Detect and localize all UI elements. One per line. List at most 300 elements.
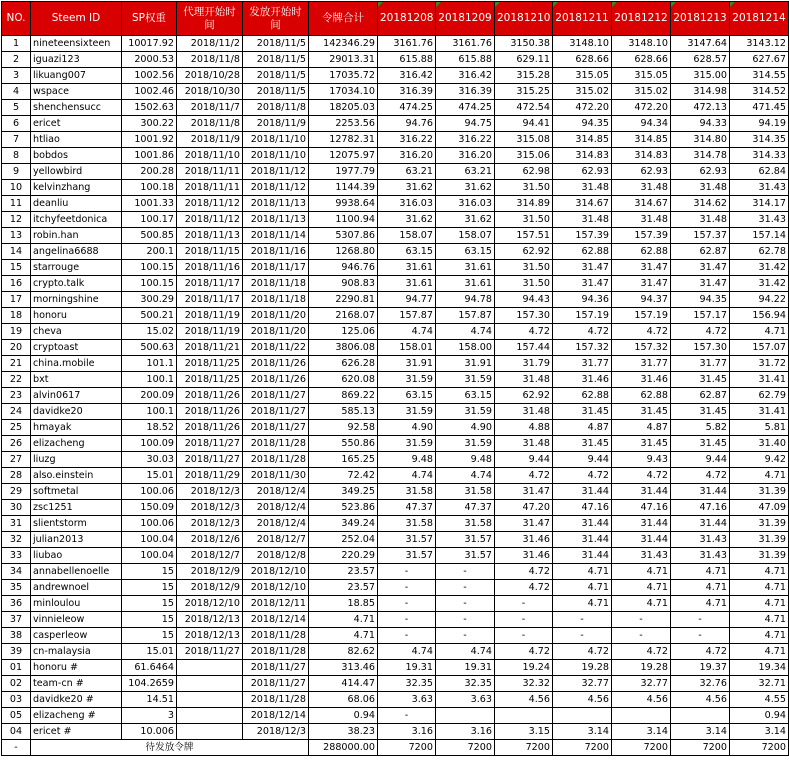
cell-day-6: 31.45 bbox=[671, 372, 730, 388]
cell-steem-id: slientstorm bbox=[31, 516, 122, 532]
cell-day-1: - bbox=[378, 708, 436, 724]
cell-day-7: 31.41 bbox=[730, 372, 789, 388]
cell-day-6: 4.71 bbox=[671, 580, 730, 596]
cell-day-1: 3.16 bbox=[378, 724, 436, 740]
cell-payout-start: 2018/12/14 bbox=[243, 612, 309, 628]
cell-row-no: 12 bbox=[2, 212, 31, 228]
cell-token-total: 0.94 bbox=[309, 708, 378, 724]
cell-day-2: 316.42 bbox=[436, 68, 495, 84]
cell-day-6: - bbox=[671, 612, 730, 628]
cell-delegate-start: 2018/10/30 bbox=[177, 84, 243, 100]
cell-day-2: 4.74 bbox=[436, 644, 495, 660]
cell-day-1: 31.59 bbox=[378, 404, 436, 420]
cell-day-2: 63.21 bbox=[436, 164, 495, 180]
cell-day-4: 31.48 bbox=[553, 212, 612, 228]
cell-row-no: 7 bbox=[2, 132, 31, 148]
cell-day-5: 4.72 bbox=[612, 324, 671, 340]
cell-delegate-start: 2018/11/2 bbox=[177, 36, 243, 52]
cell-day-1: 3.63 bbox=[378, 692, 436, 708]
cell-token-total: 313.46 bbox=[309, 660, 378, 676]
cell-delegate-start bbox=[177, 724, 243, 740]
cell-day-3: 31.79 bbox=[495, 356, 553, 372]
cell-day-6: 4.71 bbox=[671, 564, 730, 580]
cell-row-no: 2 bbox=[2, 52, 31, 68]
cell-day-2: 31.91 bbox=[436, 356, 495, 372]
cell-delegate-start bbox=[177, 708, 243, 724]
cell-day-3: 62.92 bbox=[495, 244, 553, 260]
cell-day-2: 157.87 bbox=[436, 308, 495, 324]
table-row bbox=[2, 52, 789, 68]
cell-day-5: 94.37 bbox=[612, 292, 671, 308]
cell-day-5: 31.43 bbox=[612, 548, 671, 564]
cell-day-3: 4.56 bbox=[495, 692, 553, 708]
cell-day-2: 32.35 bbox=[436, 676, 495, 692]
cell-steem-id: softmetal bbox=[31, 484, 122, 500]
cell-day-1: 9.48 bbox=[378, 452, 436, 468]
cell-day-2: 31.59 bbox=[436, 436, 495, 452]
cell-token-total: 125.06 bbox=[309, 324, 378, 340]
cell-day-1: 316.22 bbox=[378, 132, 436, 148]
cell-day-7: 4.71 bbox=[730, 596, 789, 612]
cell-day-5: 31.45 bbox=[612, 436, 671, 452]
cell-payout-start: 2018/11/27 bbox=[243, 676, 309, 692]
cell-payout-start: 2018/11/18 bbox=[243, 276, 309, 292]
cell-day-1: 4.90 bbox=[378, 420, 436, 436]
cell-payout-start: 2018/12/7 bbox=[243, 532, 309, 548]
cell-delegate-start: 2018/11/12 bbox=[177, 196, 243, 212]
cell-day-3: 315.06 bbox=[495, 148, 553, 164]
corner-marker bbox=[612, 2, 617, 7]
cell-delegate-start: 2018/11/10 bbox=[177, 148, 243, 164]
cell-steem-id: honoru bbox=[31, 308, 122, 324]
cell-day-2: 31.62 bbox=[436, 180, 495, 196]
cell-sp-weight: 100.04 bbox=[122, 548, 177, 564]
cell-token-total: 5307.86 bbox=[309, 228, 378, 244]
cell-row-no: 27 bbox=[2, 452, 31, 468]
cell-sp-weight: 100.06 bbox=[122, 484, 177, 500]
cell-day-6: 31.47 bbox=[671, 276, 730, 292]
cell-steem-id: alvin0617 bbox=[31, 388, 122, 404]
cell-steem-id: htliao bbox=[31, 132, 122, 148]
cell-day-4: 315.05 bbox=[553, 68, 612, 84]
cell-day-3: 47.20 bbox=[495, 500, 553, 516]
cell-token-total: 1268.80 bbox=[309, 244, 378, 260]
token-distribution-table bbox=[1, 1, 789, 756]
cell-day-4: 31.45 bbox=[553, 436, 612, 452]
cell-day-3: - bbox=[495, 612, 553, 628]
cell-day-6: 4.71 bbox=[671, 596, 730, 612]
cell-sp-weight: 3 bbox=[122, 708, 177, 724]
cell-steem-id: vinnieleow bbox=[31, 612, 122, 628]
header-sp-weight: SP权重 bbox=[122, 2, 177, 36]
cell-day-4: 4.71 bbox=[553, 564, 612, 580]
cell-day-3: 31.50 bbox=[495, 212, 553, 228]
cell-sp-weight: 14.51 bbox=[122, 692, 177, 708]
table-row bbox=[2, 468, 789, 484]
cell-day-4: 31.48 bbox=[553, 180, 612, 196]
cell-token-total: 29013.31 bbox=[309, 52, 378, 68]
cell-day-7: 4.71 bbox=[730, 324, 789, 340]
cell-day-6 bbox=[671, 708, 730, 724]
cell-sp-weight: 30.03 bbox=[122, 452, 177, 468]
cell-day-5: 62.93 bbox=[612, 164, 671, 180]
cell-day-6: 31.47 bbox=[671, 260, 730, 276]
table-row bbox=[2, 452, 789, 468]
cell-day-7: 627.67 bbox=[730, 52, 789, 68]
cell-steem-id: wspace bbox=[31, 84, 122, 100]
cell-token-total: 523.86 bbox=[309, 500, 378, 516]
cell-day-5: 4.71 bbox=[612, 564, 671, 580]
cell-sp-weight: 15 bbox=[122, 628, 177, 644]
cell-day-5: 4.87 bbox=[612, 420, 671, 436]
header-delegate-start: 代理开始时间 bbox=[177, 2, 243, 36]
cell-day-5: 31.48 bbox=[612, 212, 671, 228]
cell-steem-id: deanliu bbox=[31, 196, 122, 212]
cell-day-4: 314.67 bbox=[553, 196, 612, 212]
cell-day-6: 32.76 bbox=[671, 676, 730, 692]
cell-day-7: 31.42 bbox=[730, 276, 789, 292]
cell-day-1: 31.58 bbox=[378, 516, 436, 532]
cell-token-total: 18205.03 bbox=[309, 100, 378, 116]
total-row-day: 7200 bbox=[671, 740, 730, 756]
cell-day-1: 158.07 bbox=[378, 228, 436, 244]
cell-row-no: 36 bbox=[2, 596, 31, 612]
cell-row-no: 01 bbox=[2, 660, 31, 676]
table-row bbox=[2, 484, 789, 500]
cell-day-1: 31.61 bbox=[378, 260, 436, 276]
cell-token-total: 869.22 bbox=[309, 388, 378, 404]
cell-delegate-start: 2018/10/28 bbox=[177, 68, 243, 84]
cell-day-4: 157.19 bbox=[553, 308, 612, 324]
cell-row-no: 16 bbox=[2, 276, 31, 292]
cell-delegate-start: 2018/11/17 bbox=[177, 292, 243, 308]
cell-steem-id: ericet bbox=[31, 116, 122, 132]
cell-delegate-start: 2018/11/25 bbox=[177, 356, 243, 372]
cell-steem-id: elizacheng # bbox=[31, 708, 122, 724]
cell-delegate-start: 2018/12/13 bbox=[177, 612, 243, 628]
cell-day-6: 94.35 bbox=[671, 292, 730, 308]
cell-day-6: 31.48 bbox=[671, 180, 730, 196]
cell-day-3: 9.44 bbox=[495, 452, 553, 468]
corner-marker bbox=[671, 2, 676, 7]
cell-sp-weight: 100.1 bbox=[122, 404, 177, 420]
cell-day-2: 316.20 bbox=[436, 148, 495, 164]
cell-day-4: 31.44 bbox=[553, 516, 612, 532]
cell-row-no: 17 bbox=[2, 292, 31, 308]
table-row bbox=[2, 260, 789, 276]
cell-day-6: 472.13 bbox=[671, 100, 730, 116]
cell-day-1: 31.91 bbox=[378, 356, 436, 372]
cell-day-1: 47.37 bbox=[378, 500, 436, 516]
cell-day-3: 19.24 bbox=[495, 660, 553, 676]
cell-day-1: 316.42 bbox=[378, 68, 436, 84]
cell-day-6: 31.43 bbox=[671, 532, 730, 548]
table-row bbox=[2, 308, 789, 324]
cell-day-7: 157.14 bbox=[730, 228, 789, 244]
cell-day-3: 31.48 bbox=[495, 372, 553, 388]
cell-day-6: 314.98 bbox=[671, 84, 730, 100]
cell-day-5: 4.71 bbox=[612, 596, 671, 612]
cell-sp-weight: 100.09 bbox=[122, 436, 177, 452]
cell-day-6: 4.56 bbox=[671, 692, 730, 708]
cell-day-2: - bbox=[436, 580, 495, 596]
cell-day-4: 3148.10 bbox=[553, 36, 612, 52]
cell-day-3: 315.08 bbox=[495, 132, 553, 148]
cell-steem-id: iguazi123 bbox=[31, 52, 122, 68]
cell-delegate-start: 2018/11/7 bbox=[177, 100, 243, 116]
cell-day-7: 314.35 bbox=[730, 132, 789, 148]
cell-row-no: 23 bbox=[2, 388, 31, 404]
cell-day-7: 157.07 bbox=[730, 340, 789, 356]
cell-row-no: 35 bbox=[2, 580, 31, 596]
cell-day-4: 9.44 bbox=[553, 452, 612, 468]
cell-payout-start: 2018/12/14 bbox=[243, 708, 309, 724]
cell-day-5: 47.16 bbox=[612, 500, 671, 516]
cell-day-4: 32.77 bbox=[553, 676, 612, 692]
cell-token-total: 626.28 bbox=[309, 356, 378, 372]
cell-steem-id: liubao bbox=[31, 548, 122, 564]
header-day: 20181211 bbox=[553, 2, 612, 36]
cell-payout-start: 2018/11/26 bbox=[243, 356, 309, 372]
cell-token-total: 9938.64 bbox=[309, 196, 378, 212]
cell-sp-weight: 300.29 bbox=[122, 292, 177, 308]
cell-payout-start: 2018/11/28 bbox=[243, 692, 309, 708]
cell-steem-id: andrewnoel bbox=[31, 580, 122, 596]
cell-day-7: 31.72 bbox=[730, 356, 789, 372]
cell-row-no: 15 bbox=[2, 260, 31, 276]
cell-sp-weight: 500.21 bbox=[122, 308, 177, 324]
table-row bbox=[2, 388, 789, 404]
cell-day-3: 31.50 bbox=[495, 180, 553, 196]
cell-day-1: - bbox=[378, 564, 436, 580]
cell-row-no: 31 bbox=[2, 516, 31, 532]
cell-day-2: 158.07 bbox=[436, 228, 495, 244]
cell-payout-start: 2018/11/13 bbox=[243, 212, 309, 228]
header-day: 20181213 bbox=[671, 2, 730, 36]
cell-day-7: 62.78 bbox=[730, 244, 789, 260]
cell-token-total: 550.86 bbox=[309, 436, 378, 452]
cell-day-2: 63.15 bbox=[436, 388, 495, 404]
cell-steem-id: hmayak bbox=[31, 420, 122, 436]
cell-day-5: 31.77 bbox=[612, 356, 671, 372]
cell-payout-start: 2018/11/27 bbox=[243, 420, 309, 436]
header-day: 20181209 bbox=[436, 2, 495, 36]
cell-day-2: 31.58 bbox=[436, 516, 495, 532]
cell-day-4: 47.16 bbox=[553, 500, 612, 516]
cell-sp-weight: 15.02 bbox=[122, 324, 177, 340]
cell-day-7: 3.14 bbox=[730, 724, 789, 740]
cell-sp-weight: 1502.63 bbox=[122, 100, 177, 116]
cell-payout-start: 2018/11/27 bbox=[243, 388, 309, 404]
cell-row-no: 10 bbox=[2, 180, 31, 196]
cell-day-4: 31.77 bbox=[553, 356, 612, 372]
cell-day-4: 31.44 bbox=[553, 484, 612, 500]
cell-day-2: - bbox=[436, 564, 495, 580]
corner-marker bbox=[553, 2, 558, 7]
cell-row-no: 26 bbox=[2, 436, 31, 452]
cell-day-1: 4.74 bbox=[378, 644, 436, 660]
cell-sp-weight: 1001.92 bbox=[122, 132, 177, 148]
cell-day-1: 94.77 bbox=[378, 292, 436, 308]
cell-day-5: 62.88 bbox=[612, 244, 671, 260]
cell-row-no: 19 bbox=[2, 324, 31, 340]
cell-payout-start: 2018/11/5 bbox=[243, 36, 309, 52]
total-row-day: 7200 bbox=[378, 740, 436, 756]
table-row bbox=[2, 100, 789, 116]
cell-day-5: 157.19 bbox=[612, 308, 671, 324]
cell-row-no: 28 bbox=[2, 468, 31, 484]
cell-day-7: 31.41 bbox=[730, 404, 789, 420]
cell-day-6: 62.93 bbox=[671, 164, 730, 180]
table-row bbox=[2, 164, 789, 180]
cell-day-7: 4.71 bbox=[730, 612, 789, 628]
corner-marker bbox=[378, 2, 383, 7]
cell-delegate-start: 2018/11/11 bbox=[177, 180, 243, 196]
cell-delegate-start: 2018/11/27 bbox=[177, 644, 243, 660]
table-row bbox=[2, 548, 789, 564]
cell-day-3: 4.72 bbox=[495, 564, 553, 580]
cell-day-2: 474.25 bbox=[436, 100, 495, 116]
cell-day-3: 4.72 bbox=[495, 468, 553, 484]
cell-day-5: 4.72 bbox=[612, 468, 671, 484]
table-row bbox=[2, 628, 789, 644]
cell-delegate-start: 2018/11/17 bbox=[177, 276, 243, 292]
cell-row-no: 3 bbox=[2, 68, 31, 84]
cell-token-total: 2253.56 bbox=[309, 116, 378, 132]
table-row bbox=[2, 340, 789, 356]
cell-day-2: 31.59 bbox=[436, 404, 495, 420]
cell-delegate-start: 2018/11/16 bbox=[177, 260, 243, 276]
total-row-day: 7200 bbox=[436, 740, 495, 756]
cell-day-3: 31.47 bbox=[495, 484, 553, 500]
cell-day-1: - bbox=[378, 628, 436, 644]
cell-delegate-start bbox=[177, 676, 243, 692]
cell-day-2: 31.57 bbox=[436, 532, 495, 548]
cell-day-6: 31.77 bbox=[671, 356, 730, 372]
cell-token-total: 3806.08 bbox=[309, 340, 378, 356]
cell-day-3: 31.47 bbox=[495, 516, 553, 532]
cell-day-3: - bbox=[495, 628, 553, 644]
cell-token-total: 23.57 bbox=[309, 564, 378, 580]
cell-day-4 bbox=[553, 708, 612, 724]
cell-payout-start: 2018/11/28 bbox=[243, 452, 309, 468]
cell-steem-id: davidke20 bbox=[31, 404, 122, 420]
total-row-day: 7200 bbox=[730, 740, 789, 756]
cell-day-6: 157.30 bbox=[671, 340, 730, 356]
cell-day-6: 314.62 bbox=[671, 196, 730, 212]
cell-day-4: 31.44 bbox=[553, 532, 612, 548]
cell-day-6: 5.82 bbox=[671, 420, 730, 436]
cell-day-6: 31.48 bbox=[671, 212, 730, 228]
cell-payout-start: 2018/11/27 bbox=[243, 660, 309, 676]
cell-row-no: 18 bbox=[2, 308, 31, 324]
cell-day-1: 31.59 bbox=[378, 372, 436, 388]
cell-day-7: 31.43 bbox=[730, 180, 789, 196]
cell-payout-start: 2018/12/11 bbox=[243, 596, 309, 612]
cell-day-3: 314.89 bbox=[495, 196, 553, 212]
cell-day-3: 94.41 bbox=[495, 116, 553, 132]
cell-sp-weight: 200.1 bbox=[122, 244, 177, 260]
cell-delegate-start: 2018/11/12 bbox=[177, 212, 243, 228]
cell-day-7: 31.43 bbox=[730, 212, 789, 228]
cell-day-7: 31.42 bbox=[730, 260, 789, 276]
cell-day-4: 19.28 bbox=[553, 660, 612, 676]
cell-token-total: 4.71 bbox=[309, 628, 378, 644]
cell-sp-weight: 300.22 bbox=[122, 116, 177, 132]
cell-day-3: 31.50 bbox=[495, 276, 553, 292]
cell-row-no: 02 bbox=[2, 676, 31, 692]
cell-token-total: 585.13 bbox=[309, 404, 378, 420]
cell-day-7: 5.81 bbox=[730, 420, 789, 436]
cell-day-1: 4.74 bbox=[378, 468, 436, 484]
cell-day-1: - bbox=[378, 612, 436, 628]
cell-day-2: 31.62 bbox=[436, 212, 495, 228]
cell-day-6: 9.44 bbox=[671, 452, 730, 468]
cell-steem-id: minloulou bbox=[31, 596, 122, 612]
table-row bbox=[2, 244, 789, 260]
cell-day-1: 31.58 bbox=[378, 484, 436, 500]
cell-token-total: 908.83 bbox=[309, 276, 378, 292]
cell-sp-weight: 100.15 bbox=[122, 276, 177, 292]
cell-day-2: 31.59 bbox=[436, 372, 495, 388]
cell-payout-start: 2018/11/5 bbox=[243, 52, 309, 68]
cell-day-2: 31.58 bbox=[436, 484, 495, 500]
cell-sp-weight: 100.15 bbox=[122, 260, 177, 276]
cell-day-5: 31.44 bbox=[612, 516, 671, 532]
cell-day-2: 19.31 bbox=[436, 660, 495, 676]
cell-day-5: 9.43 bbox=[612, 452, 671, 468]
cell-token-total: 12075.97 bbox=[309, 148, 378, 164]
cell-token-total: 414.47 bbox=[309, 676, 378, 692]
cell-payout-start: 2018/11/28 bbox=[243, 628, 309, 644]
cell-day-6: 4.72 bbox=[671, 468, 730, 484]
cell-day-7: 314.55 bbox=[730, 68, 789, 84]
cell-token-total: 252.04 bbox=[309, 532, 378, 548]
cell-sp-weight: 1001.33 bbox=[122, 196, 177, 212]
cell-steem-id: cryptoast bbox=[31, 340, 122, 356]
cell-row-no: 22 bbox=[2, 372, 31, 388]
cell-row-no: 5 bbox=[2, 100, 31, 116]
cell-day-2: 94.75 bbox=[436, 116, 495, 132]
cell-payout-start: 2018/11/16 bbox=[243, 244, 309, 260]
cell-sp-weight: 15 bbox=[122, 580, 177, 596]
cell-day-6: 157.17 bbox=[671, 308, 730, 324]
cell-delegate-start: 2018/11/8 bbox=[177, 52, 243, 68]
cell-sp-weight: 61.6464 bbox=[122, 660, 177, 676]
cell-day-3: 157.51 bbox=[495, 228, 553, 244]
table-row bbox=[2, 724, 789, 740]
cell-payout-start: 2018/11/26 bbox=[243, 372, 309, 388]
cell-payout-start: 2018/12/4 bbox=[243, 484, 309, 500]
cell-sp-weight: 1002.56 bbox=[122, 68, 177, 84]
cell-day-5: 4.71 bbox=[612, 580, 671, 596]
cell-day-6: 31.45 bbox=[671, 404, 730, 420]
table-row bbox=[2, 196, 789, 212]
table-row bbox=[2, 148, 789, 164]
cell-token-total: 18.85 bbox=[309, 596, 378, 612]
cell-day-4: 157.39 bbox=[553, 228, 612, 244]
cell-day-6: 4.72 bbox=[671, 324, 730, 340]
cell-token-total: 68.06 bbox=[309, 692, 378, 708]
cell-day-7: 32.71 bbox=[730, 676, 789, 692]
corner-marker bbox=[436, 2, 441, 7]
cell-payout-start: 2018/12/3 bbox=[243, 724, 309, 740]
cell-payout-start: 2018/11/20 bbox=[243, 308, 309, 324]
header-no: NO. bbox=[2, 2, 31, 36]
cell-delegate-start: 2018/12/9 bbox=[177, 580, 243, 596]
cell-sp-weight: 1001.86 bbox=[122, 148, 177, 164]
cell-day-5 bbox=[612, 708, 671, 724]
